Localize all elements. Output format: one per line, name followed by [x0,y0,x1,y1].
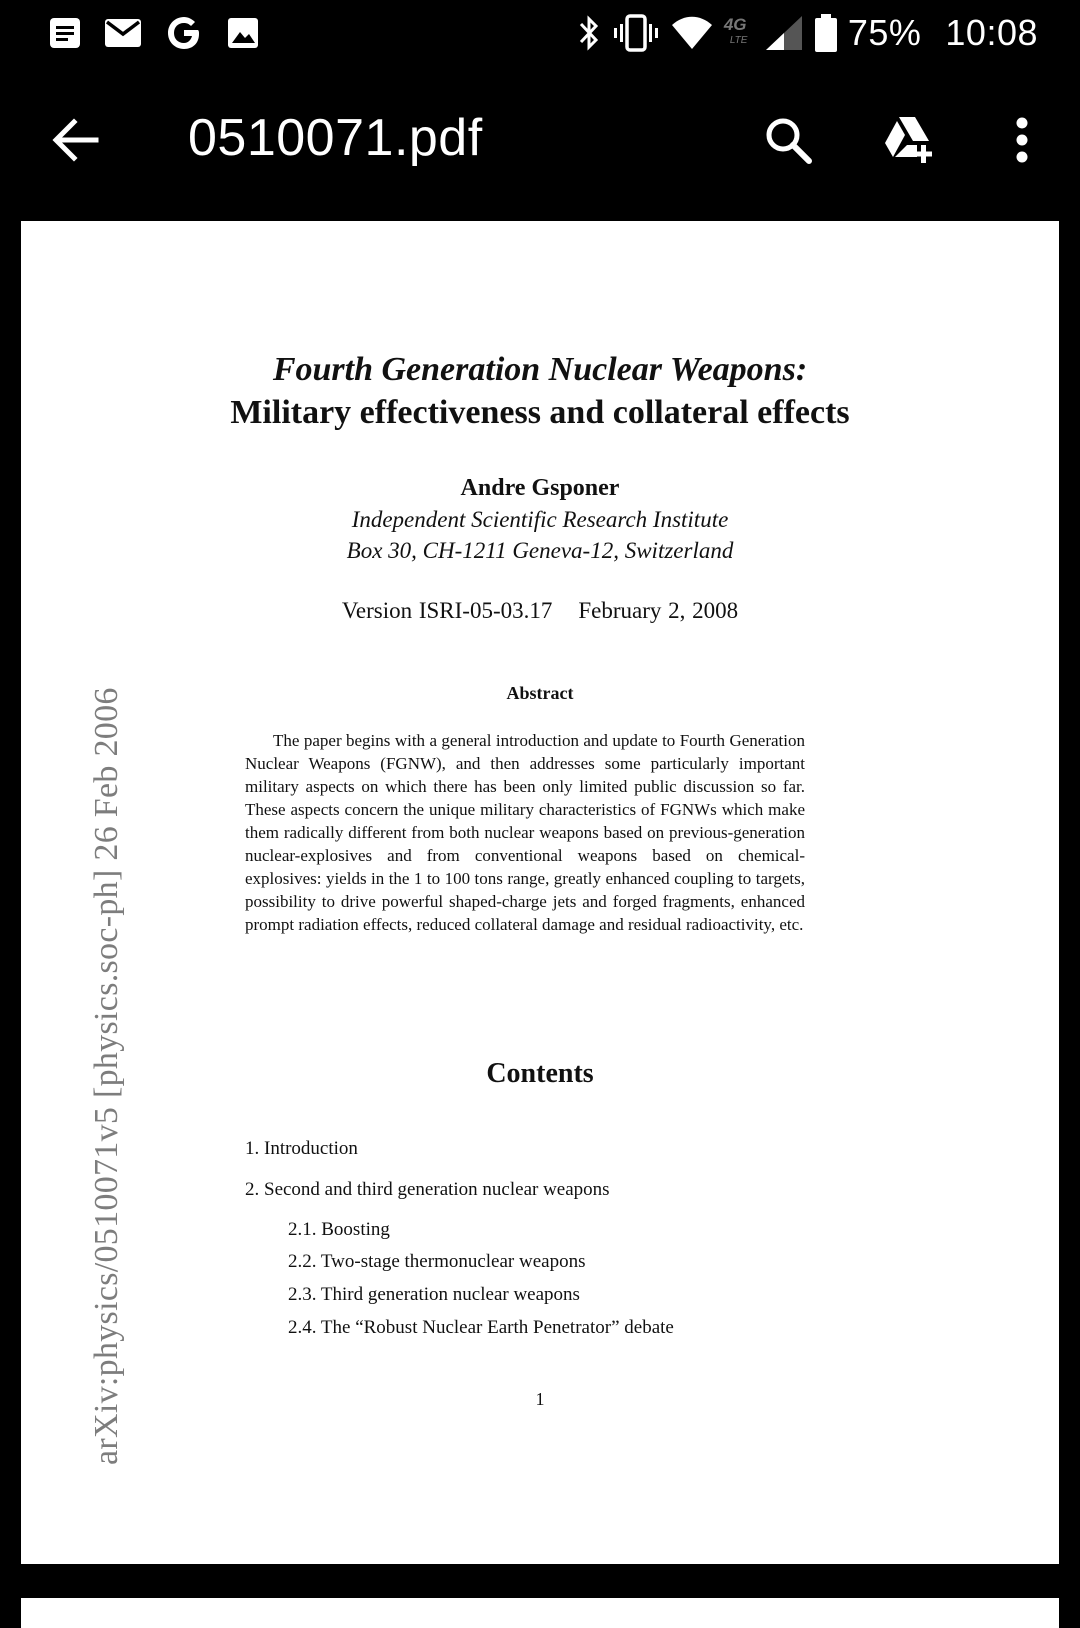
add-to-drive-button[interactable] [874,104,946,176]
status-bar [0,0,1080,66]
pdf-page[interactable] [21,221,1059,1564]
mail-icon [104,18,142,48]
image-icon [226,16,260,50]
paper-date: February 2, 2008 [578,598,739,623]
battery-icon [814,13,838,53]
wifi-icon [670,15,714,51]
search-icon [763,115,813,165]
more-vert-icon [1015,117,1029,163]
arxiv-stamp: arXiv:physics/0510071v5 [physics.soc-ph] 26 Feb 2006 [88,687,125,1465]
more-options-button[interactable] [1000,104,1044,176]
bluetooth-icon [576,14,602,52]
version-date-line [21,598,1059,624]
signal-icon [764,14,804,52]
drive-add-icon [881,115,939,165]
abstract-text: The paper begins with a general introduction and update to Fourth Generation Nuclear Weapons (FGNW), and then addresses some particularly important military aspects on which there has been only limited public discussion so far. These aspects concern the unique military characteristics of FGNWs which make them radically different from both nuclear weapons based on previous-generation nuclear-explosives and from conventional weapons based on chemical-explosives: yields in the 1 to 100 tons range, greatly enhanced coupling to targets, possibility to drive powerful shaped-charge jets and forged fragments, enhanced prompt radiation effects, reduced collateral damage and residual radioactivity, etc. [245,731,805,934]
paper-title-line1: Fourth Generation Nuclear Weapons: [272,351,808,388]
back-arrow-icon [52,118,100,162]
toc-item: 2.3. Third generation nuclear weapons [288,1284,580,1305]
page-number: 1 [535,1389,545,1409]
toc-item: 2. Second and third generation nuclear weapons [245,1179,610,1200]
toc-item: 1. Introduction [245,1138,358,1159]
notification-icons [48,10,260,56]
next-pdf-page[interactable] [21,1598,1059,1628]
affiliation-line2: Box 30, CH-1211 Geneva-12, Switzerland [346,538,734,563]
notes-icon [48,16,82,50]
contents-heading: Contents [486,1058,594,1089]
version-label: Version ISRI-05-03.17 [341,598,553,623]
app-bar [0,66,1080,220]
search-button[interactable] [752,104,824,176]
toc-item: 2.2. Two-stage thermonuclear weapons [288,1251,586,1272]
system-icons [576,6,1038,60]
vibrate-icon [612,13,660,53]
document-title: 0510071.pdf [188,109,483,167]
paper-author: Andre Gsponer [460,475,620,501]
paper-title-line2: Military effectiveness and collateral effects [230,394,850,431]
clock: 10:08 [945,12,1038,53]
toc-item: 2.4. The “Robust Nuclear Earth Penetrator” debate [288,1317,674,1338]
toc-item: 2.1. Boosting [288,1219,390,1240]
network-type-indicator [724,13,754,53]
battery-percent: 75% [847,12,922,53]
network-type-label: 4G [723,15,747,34]
network-sub-label: LTE [729,35,748,46]
back-button[interactable] [40,104,112,176]
affiliation-line1: Independent Scientific Research Institute [351,507,729,532]
google-icon [164,13,204,53]
abstract-heading: Abstract [506,683,574,703]
